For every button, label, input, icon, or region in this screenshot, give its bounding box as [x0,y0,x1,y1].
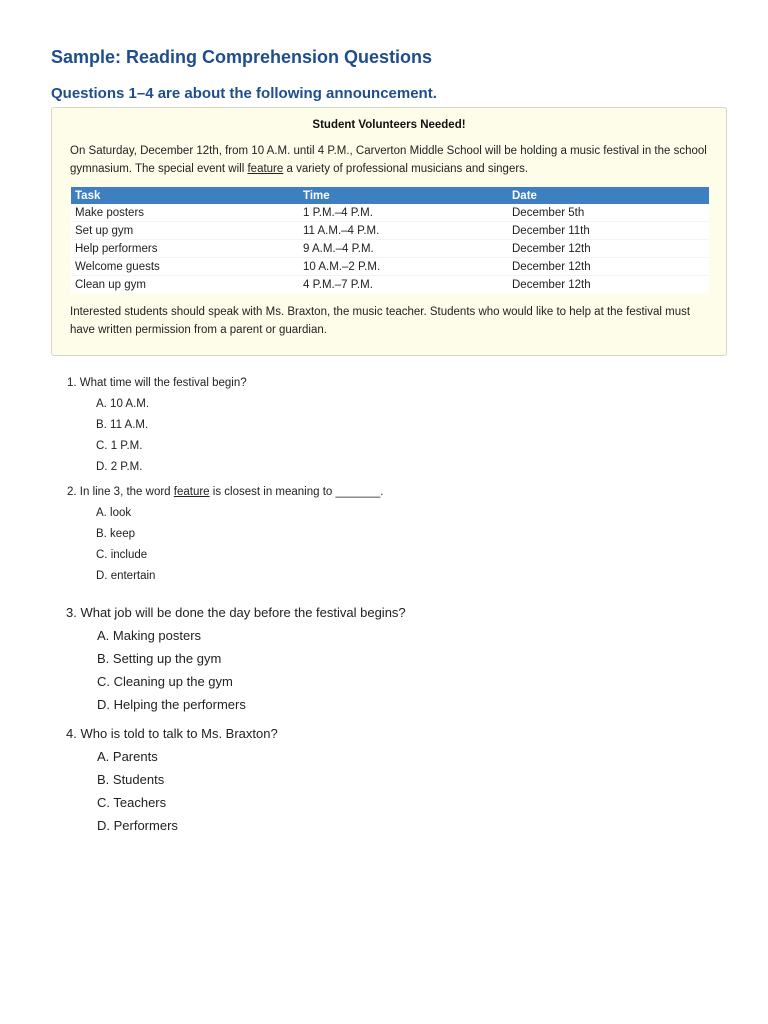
section-subtitle: Questions 1–4 are about the following announcement. [51,85,437,102]
question-1-choice-d: D. 2 P.M. [96,461,143,473]
question-3-choice-b: B. Setting up the gym [97,651,222,666]
question-2-choice-b: B. keep [96,528,135,540]
cell-task: Welcome guests [71,258,299,276]
cell-date: December 12th [508,258,709,276]
question-2-choice-c: C. include [96,549,148,561]
question-3-choice-d: D. Helping the performers [97,697,246,712]
table-row [71,240,709,258]
table-row [71,204,709,222]
table-row [71,276,709,294]
announcement-heading: Student Volunteers Needed! [312,119,466,131]
page-title: Sample: Reading Comprehension Questions [51,47,433,67]
underlined-word-feature: feature [247,162,284,175]
cell-task: Clean up gym [71,276,299,294]
question-1-choice-c: C. 1 P.M. [96,440,143,452]
table-row [71,258,709,276]
question-3-choice-a: A. Making posters [97,628,202,643]
question-4-choice-a: A. Parents [97,749,158,764]
underlined-word-feature: feature [173,486,210,498]
question-2-choice-d: D. entertain [96,570,156,582]
cell-date: December 5th [512,206,585,219]
question-3: 3. What job will be done the day before the festival begins? [66,605,406,620]
question-4-choice-b: B. Students [97,772,165,787]
cell-date: December 12th [508,240,709,258]
question-3-choice-c: C. Cleaning up the gym [97,674,233,689]
question-2-choice-a: A. look [96,507,132,519]
announcement-closing: Interested students should speak with Ms. Braxton, the music teacher. Students who would like to help at the festival must have written permission from a parent or guardian. [70,306,691,336]
intro-text-end: a variety of professional musicians and singers. [283,162,529,175]
cell-date: December 12th [508,276,709,294]
question-4-choice-c: C. Teachers [97,795,167,810]
table-row [71,222,709,240]
question-2 [67,486,383,498]
table-header-row [71,187,709,204]
column-header-date: Date [508,187,709,204]
announcement-box [51,107,727,356]
question-2-text-end: is closest in meaning to _______. [209,486,384,498]
question-1-choice-a: A. 10 A.M. [96,398,150,410]
question-1-choice-b: B. 11 A.M. [96,419,149,431]
cell-time: 9 A.M.–4 P.M. [299,240,508,258]
cell-time: 1 P.M.–4 P.M. [303,206,373,219]
cell-time: 4 P.M.–7 P.M. [299,276,508,294]
cell-date: December 11th [508,222,709,240]
volunteer-task-table [71,187,709,293]
cell-task: Make posters [75,206,145,219]
announcement-intro [70,143,710,178]
cell-time: 10 A.M.–2 P.M. [299,258,508,276]
cell-task: Set up gym [71,222,299,240]
question-2-text-start: 2. In line 3, the word [67,486,174,498]
question-4-choice-d: D. Performers [97,818,178,833]
question-4: 4. Who is told to talk to Ms. Braxton? [66,726,278,741]
intro-text-start: On Saturday, December 12th, from 10 A.M. until 4 P.M., Carverton Middle School will be holding a music festival in the school gymnasium. The special event will [70,145,707,175]
column-header-time: Time [299,187,508,204]
question-1: 1. What time will the festival begin? [67,377,247,389]
cell-time: 11 A.M.–4 P.M. [299,222,508,240]
column-header-task: Task [71,187,299,204]
cell-task: Help performers [71,240,299,258]
